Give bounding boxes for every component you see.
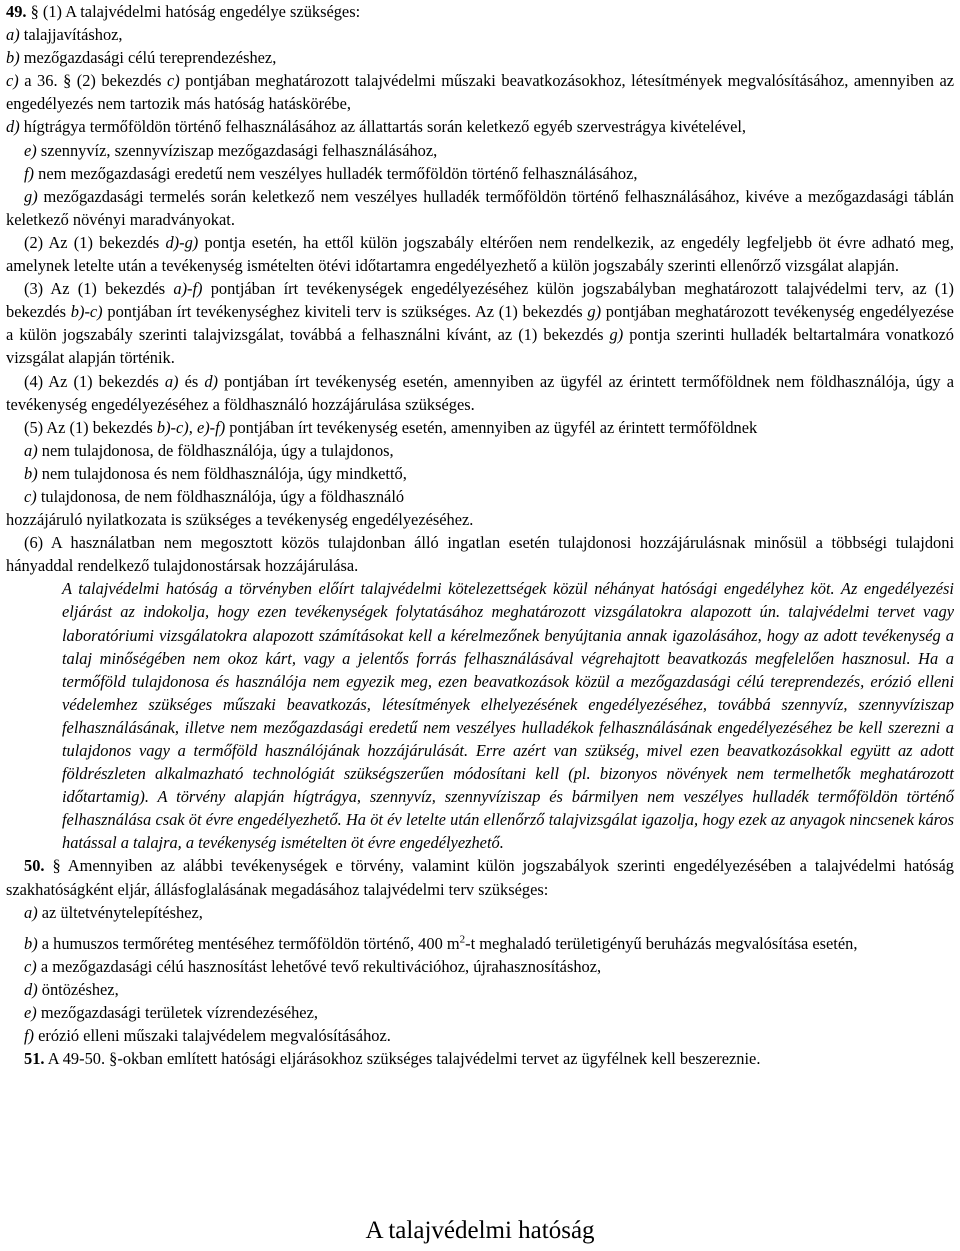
item-text: pontjában meghatározott talajvédelmi műszaki beavatkozásokhoz, létesítmények megvalósításához, amennyiben az engedélyezés nem tartozik más hatóság hatáskörébe, bbox=[6, 71, 954, 114]
paragraph-2 bbox=[6, 231, 954, 277]
text: pontjában írt tevékenységek engedélyezéséhez külön jogszabályban meghatározott talajvédelmi terv, az (1) bekezdés bbox=[6, 279, 954, 322]
item-label: b) bbox=[24, 933, 38, 953]
list-item bbox=[6, 23, 954, 46]
item-label: c) bbox=[24, 486, 37, 506]
item-text: a 36. § (2) bekezdés bbox=[24, 71, 162, 91]
item-label: d) bbox=[6, 117, 20, 137]
item-text: nem mezőgazdasági eredetű nem veszélyes hulladék termőföldön történő felhasználásához, bbox=[38, 163, 638, 183]
item-text: a mezőgazdasági célú hasznosítást lehetővé tevő rekultivációhoz, újrahasznosításhoz, bbox=[40, 956, 602, 976]
item-text: a humuszos termőréteg mentéséhez termőföldön történő, 400 m bbox=[41, 933, 460, 953]
item-label: g) bbox=[24, 186, 38, 206]
list-item bbox=[6, 955, 954, 978]
list-item bbox=[6, 462, 954, 485]
paragraph-4 bbox=[6, 370, 954, 416]
list-item bbox=[6, 485, 954, 508]
list-item bbox=[6, 46, 954, 69]
paragraph-6: (6) A használatban nem megosztott közös tulajdonban álló ingatlan esetén tulajdonosi hozzájárulásnak minősül a többségi tulajdoni hányaddal rendelkező tulajdonostársak hozzájárulása. bbox=[6, 533, 954, 576]
text: (4) Az (1) bekezdés bbox=[24, 371, 159, 391]
item-label: b) bbox=[24, 463, 38, 483]
item-text: az ültetvénytelepítéshez, bbox=[41, 902, 203, 922]
item-ref: a)-f) bbox=[173, 279, 203, 299]
section-50-intro: § Amennyiben az alábbi tevékenységek e törvény, valamint külön jogszabályok szerinti engedélyezésében a talajvédelmi hatóság szakhatóságként eljár, állásfoglalásának megadásához talajvédelmi terv szükséges: bbox=[6, 856, 954, 899]
item-label: f) bbox=[24, 1026, 35, 1046]
item-ref: c) bbox=[167, 71, 180, 91]
commentary: A talajvédelmi hatóság a törvényben előírt talajvédelmi kötelezettségek közül néhányat hatósági engedélyhez köt. Az engedélyezési eljárást az indokolja, hogy ezen tevékenységek folytatásához meghatározott vizsgálatokra alapozott ún. talajvédelmi tervet vagy laboratóriumi vizsgálatokra alapozott számításokat kell a kérelmezőnek benyújtania annak igazolásához, hogy az adott tevékenység a talaj minőségében nem okoz kárt, vagy a jelentős forrás felhasználásával végrehajtott beavatkozás megfelelően hasznosul. Ha a termőföld tulajdonosa és használója nem egyezik meg, ezen beavatkozások közül a mezőgazdasági célú tereprendezés, erózió elleni védelemhez szükséges műszaki beavatkozás, létesítmények elhelyezésének engedélyezéséhez, továbbá szennyvíz, szennyvíziszap felhasználásának, illetve nem mezőgazdasági eredetű nem veszélyes hulladékok felhasználásának engedélyezéséhez be kell szerezni a tulajdonos vagy a termőföld használójának hozzájárulását. Erre azért van szükség, mivel ezen beavatkozásokkal együtt az adott földrészleten alkalmazható technológiát szükségszerűen módosítani kell (pl. bizonyos növények nem termelhetők meghatározott időtartamig). A törvény alapján hígtrágya, szennyvíz, szennyvíziszap és bármilyen nem veszélyes hulladék termőföldön történő felhasználása csak öt évre engedélyezhető. Ha öt év letelte után ellenőrző talajvizsgálat igazolja, hogy ezek az anyagok nincsenek káros hatással a talajra, a tevékenység ismételten öt évre engedélyezhető. bbox=[62, 579, 954, 853]
text: és bbox=[184, 371, 199, 391]
superscript: 2 bbox=[459, 933, 466, 946]
item-label: e) bbox=[24, 140, 37, 160]
list-item bbox=[6, 162, 954, 185]
item-text: mezőgazdasági területek vízrendezéséhez, bbox=[40, 1003, 318, 1023]
list-item bbox=[6, 139, 954, 162]
document-body bbox=[6, 0, 954, 1070]
item-text: -t meghaladó területigényű beruházás megvalósítása esetén, bbox=[465, 933, 858, 953]
section-49-intro: § (1) A talajvédelmi hatóság engedélye szükséges: bbox=[30, 2, 361, 21]
section-number: 50. bbox=[24, 856, 45, 876]
item-label: a) bbox=[24, 902, 38, 922]
item-ref: b)-c), e)-f) bbox=[156, 417, 226, 437]
item-label: e) bbox=[24, 1003, 37, 1023]
list-item bbox=[6, 439, 954, 462]
section-49-heading bbox=[6, 0, 954, 23]
text: pontjában írt tevékenységhez kiviteli terv is szükséges. Az (1) bekezdés bbox=[107, 302, 583, 322]
item-ref: b)-c) bbox=[70, 302, 103, 322]
text: (5) Az (1) bekezdés bbox=[24, 417, 153, 437]
item-label: c) bbox=[6, 71, 19, 91]
item-text: hígtrágya termőföldön történő felhasználásához az állattartás során keletkező egyéb szervestrágya kivételével, bbox=[23, 117, 746, 137]
paragraph-3 bbox=[6, 277, 954, 369]
list-item bbox=[6, 115, 954, 138]
text: (2) Az (1) bekezdés bbox=[24, 232, 160, 252]
text: pontjában írt tevékenység esetén, amennyiben az ügyfél az érintett termőföldnek bbox=[229, 417, 758, 437]
list-item bbox=[6, 901, 954, 924]
item-text: talajjavításhoz, bbox=[23, 25, 123, 45]
item-label: a) bbox=[6, 25, 20, 45]
item-ref: d)-g) bbox=[165, 232, 199, 252]
list-item bbox=[6, 69, 954, 115]
section-50-heading bbox=[6, 854, 954, 900]
paragraph-5 bbox=[6, 416, 954, 439]
text: (3) Az (1) bekezdés bbox=[24, 279, 166, 299]
text: pontja szerinti hulladék beltartalmára vonatkozó vizsgálat alapján történik. bbox=[6, 325, 954, 368]
item-text: mezőgazdasági termelés során keletkező nem veszélyes hulladék termőföldön történő felhasználásához, kivéve a mezőgazdasági táblán keletkező növényi maradványokat. bbox=[6, 186, 954, 229]
text: pontjában írt tevékenység esetén, amennyiben az ügyfél az érintett termőföldnek nem földhasználója, úgy a tevékenység engedélyezéséhez a földhasználó hozzájárulása szükséges. bbox=[6, 371, 954, 414]
item-label: d) bbox=[24, 979, 38, 999]
list-item bbox=[6, 1024, 954, 1047]
text: pontjában meghatározott tevékenység engedélyezése a külön jogszabály szerinti talajvizsgálat, továbbá a felhasználni kívánt, az (1) bekezdés bbox=[6, 302, 954, 345]
list-item bbox=[6, 978, 954, 1001]
section-51-text: A 49-50. §-okban említett hatósági eljárásokhoz szükséges talajvédelmi tervet az ügyfélnek kell beszereznie. bbox=[47, 1049, 761, 1069]
item-label: c) bbox=[24, 956, 37, 976]
footer-heading: A talajvédelmi hatóság bbox=[365, 1217, 595, 1244]
item-text: nem tulajdonosa és nem földhasználója, úgy mindkettő, bbox=[41, 463, 407, 483]
paragraph-5-end: hozzájáruló nyilatkozata is szükséges a tevékenység engedélyezéséhez. bbox=[6, 510, 474, 530]
item-label: b) bbox=[6, 48, 20, 68]
item-text: tulajdonosa, de nem földhasználója, úgy a földhasználó bbox=[40, 486, 405, 506]
item-ref: g) bbox=[587, 302, 602, 322]
item-ref: d) bbox=[204, 371, 218, 391]
item-text: erózió elleni műszaki talajvédelem megvalósításához. bbox=[38, 1026, 391, 1046]
list-item bbox=[6, 185, 954, 231]
section-51 bbox=[6, 1047, 954, 1070]
item-text: szennyvíz, szennyvíziszap mezőgazdasági felhasználásához, bbox=[40, 140, 438, 160]
item-ref: a) bbox=[164, 371, 179, 391]
item-ref: g) bbox=[609, 325, 624, 345]
section-number: 51. bbox=[24, 1049, 45, 1069]
list-item bbox=[6, 1001, 954, 1024]
item-text: mezőgazdasági célú tereprendezéshez, bbox=[23, 48, 277, 68]
item-label: a) bbox=[24, 440, 38, 460]
section-number: 49. bbox=[6, 2, 27, 21]
item-text: nem tulajdonosa, de földhasználója, úgy a tulajdonos, bbox=[41, 440, 394, 460]
text: pontja esetén, ha ettől külön jogszabály eltérően nem rendelkezik, az engedély legfeljebb öt évre adható meg, amelynek letelte után a tevékenység ismételten ötévi időtartamra engedélyezhető a külön jogszabály szerinti ellenőrző vizsgálat alapján. bbox=[6, 232, 954, 276]
item-label: f) bbox=[24, 163, 35, 183]
list-item bbox=[6, 932, 954, 955]
item-text: öntözéshez, bbox=[41, 979, 119, 999]
